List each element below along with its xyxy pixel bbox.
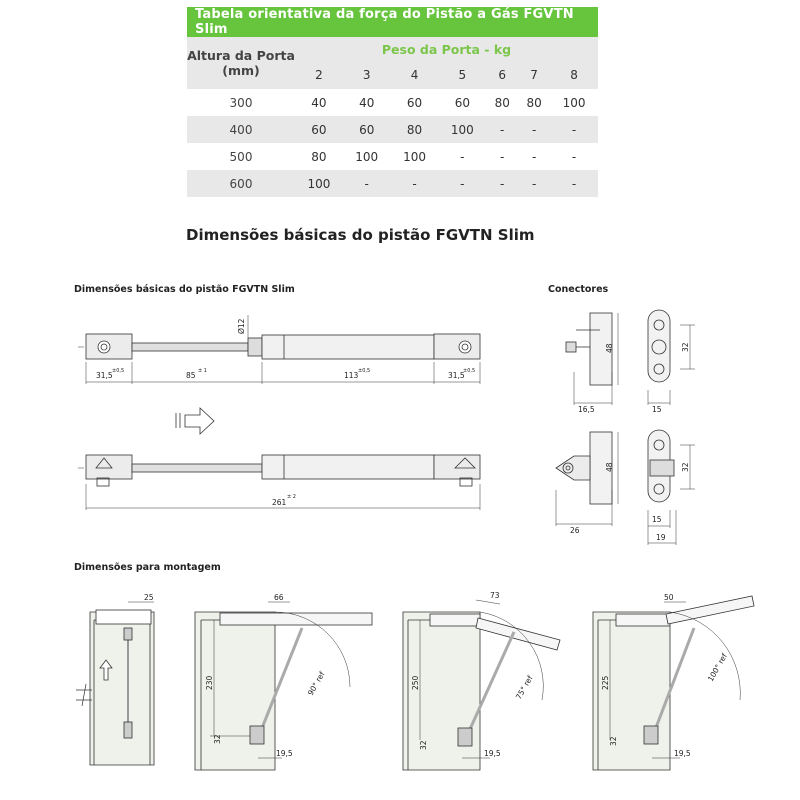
svg-text:±0,5: ±0,5 bbox=[358, 368, 371, 374]
mounting-1-closed bbox=[76, 602, 154, 765]
svg-text:25: 25 bbox=[144, 593, 154, 602]
dim-total: 261 bbox=[272, 498, 287, 507]
piston-extended bbox=[78, 315, 482, 384]
svg-text:250: 250 bbox=[411, 675, 420, 690]
table-row: 400 60 60 80 100 - - - bbox=[187, 116, 598, 143]
compress-arrow-icon bbox=[176, 408, 214, 434]
weight-cell: 8 bbox=[550, 61, 598, 89]
connector-front-2 bbox=[648, 430, 695, 545]
svg-text:32: 32 bbox=[609, 736, 618, 746]
dim-label: 31,5 bbox=[448, 371, 465, 380]
connector-front-1 bbox=[648, 310, 695, 405]
svg-text:73: 73 bbox=[490, 591, 500, 600]
svg-text:± 1: ± 1 bbox=[198, 368, 207, 374]
section-mounting-label: Dimensões para montagem bbox=[74, 562, 221, 573]
svg-text:48: 48 bbox=[605, 343, 614, 353]
section-basic-label: Dimensões básicas do pistão FGVTN Slim bbox=[74, 284, 295, 295]
svg-text:50: 50 bbox=[664, 593, 674, 602]
svg-text:19,5: 19,5 bbox=[276, 749, 293, 758]
svg-text:±0,5: ±0,5 bbox=[463, 368, 476, 374]
connector-side-1 bbox=[566, 313, 618, 405]
svg-text:15: 15 bbox=[652, 405, 662, 414]
weight-cell: 5 bbox=[438, 61, 486, 89]
svg-text:32: 32 bbox=[681, 342, 690, 352]
svg-text:16,5: 16,5 bbox=[578, 405, 595, 414]
svg-text:26: 26 bbox=[570, 526, 580, 535]
svg-text:± 2: ± 2 bbox=[287, 494, 296, 500]
table-row: 300 40 40 60 60 80 80 100 bbox=[229, 95, 586, 110]
svg-text:19: 19 bbox=[656, 533, 666, 542]
svg-text:75° ref: 75° ref bbox=[513, 674, 535, 701]
svg-text:100° ref: 100° ref bbox=[705, 651, 730, 683]
main-title: Dimensões básicas do pistão FGVTN Slim bbox=[186, 226, 535, 244]
weight-cell: 7 bbox=[518, 61, 550, 89]
weight-cell: 6 bbox=[486, 61, 518, 89]
svg-text:19,5: 19,5 bbox=[484, 749, 501, 758]
table-row: 600 100 - - - - - - bbox=[187, 170, 598, 197]
svg-text:32: 32 bbox=[419, 740, 428, 750]
svg-text:19,5: 19,5 bbox=[674, 749, 691, 758]
svg-text:225: 225 bbox=[601, 675, 610, 690]
svg-text:32: 32 bbox=[681, 462, 690, 472]
svg-text:90° ref: 90° ref bbox=[305, 670, 327, 697]
table-row: 500 80 100 100 - - - - bbox=[229, 149, 577, 164]
svg-text:230: 230 bbox=[205, 675, 214, 690]
dim-label: 85 bbox=[186, 371, 196, 380]
weight-cell: 2 bbox=[295, 61, 343, 89]
dim-label: 31,5 bbox=[96, 371, 113, 380]
svg-text:15: 15 bbox=[652, 515, 662, 524]
section-connectors-label: Conectores bbox=[548, 284, 609, 295]
table-title: Tabela orientativa da força do Pistão a Gás FGVTN Slim bbox=[187, 7, 598, 37]
row-header: Altura da Porta (mm) bbox=[187, 37, 295, 89]
svg-text:32: 32 bbox=[213, 734, 222, 744]
connector-side-2 bbox=[556, 432, 618, 526]
svg-text:±0,5: ±0,5 bbox=[112, 368, 125, 374]
col-header: Peso da Porta - kg bbox=[295, 37, 598, 61]
svg-text:66: 66 bbox=[274, 593, 284, 602]
svg-text:48: 48 bbox=[605, 462, 614, 472]
weight-cell: 4 bbox=[391, 61, 439, 89]
diameter-label: Ø12 bbox=[237, 318, 246, 334]
dim-label: 113 bbox=[344, 371, 359, 380]
weight-cell: 3 bbox=[343, 61, 391, 89]
